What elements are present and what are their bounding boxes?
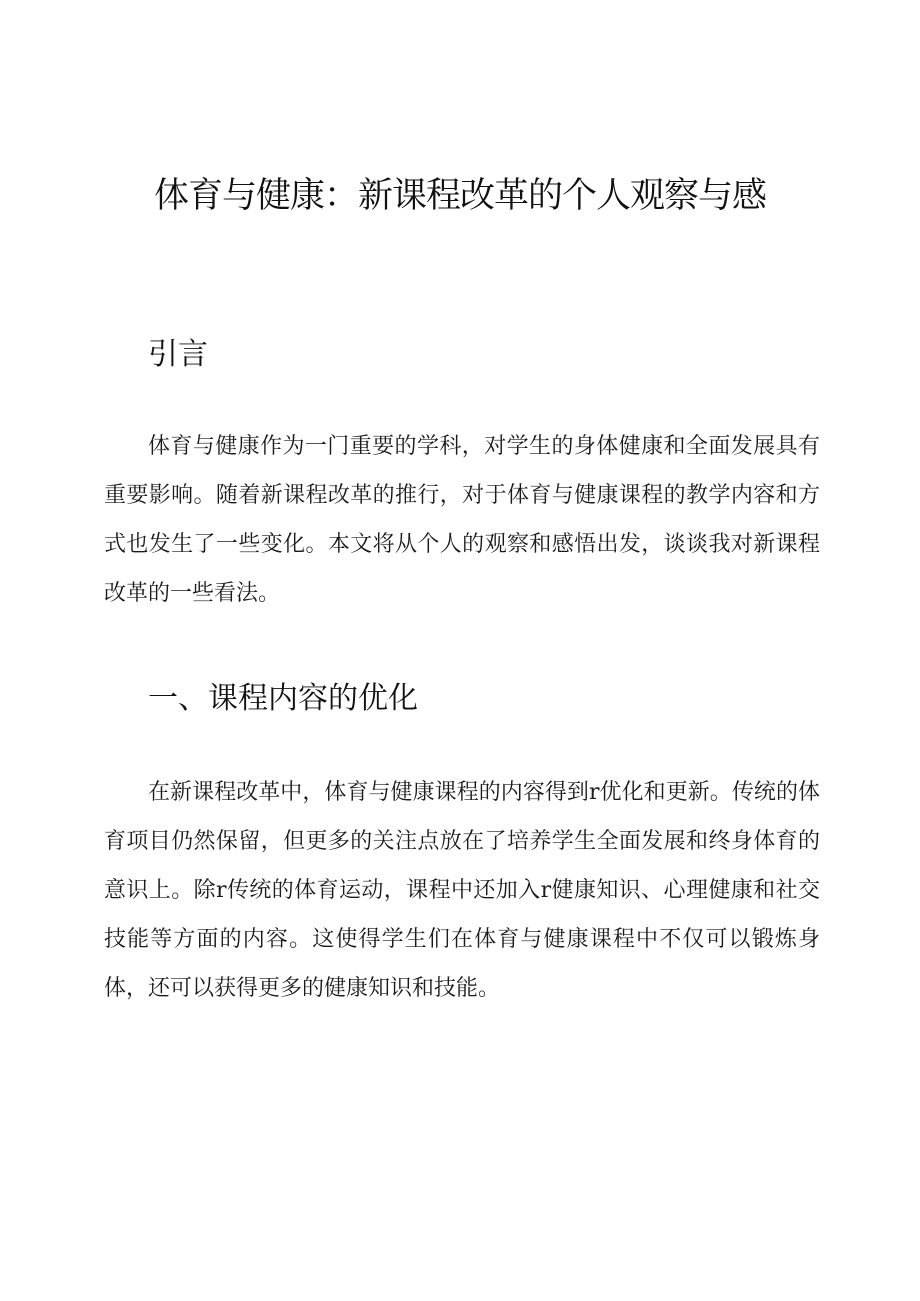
section-heading-course-content: 一、课程内容的优化 xyxy=(148,681,418,716)
paragraph-introduction: 体育与健康作为一门重要的学科，对学生的身体健康和全面发展具有重要影响。随着新课程改革的推行，对于体育与健康课程的教学内容和方式也发生了一些变化。本文将从个人的观察和感悟出发，谈谈我对新课程改革的一些看法。 xyxy=(104,434,820,606)
paragraph-course-content: 在新课程改革中，体育与健康课程的内容得到r优化和更新。传统的体育项目仍然保留，但更多的关注点放在了培养学生全面发展和终身体育的意识上。除r传统的体育运动，课程中还加入r健康知识、心理健康和社交技能等方面的内容。这使得学生们在体育与健康课程中不仅可以锻炼身体，还可以获得更多的健康知识和技能。 xyxy=(104,780,820,1001)
section-heading-introduction: 引言 xyxy=(148,337,208,372)
document-title: 体育与健康：新课程改革的个人观察与感 xyxy=(153,176,766,216)
